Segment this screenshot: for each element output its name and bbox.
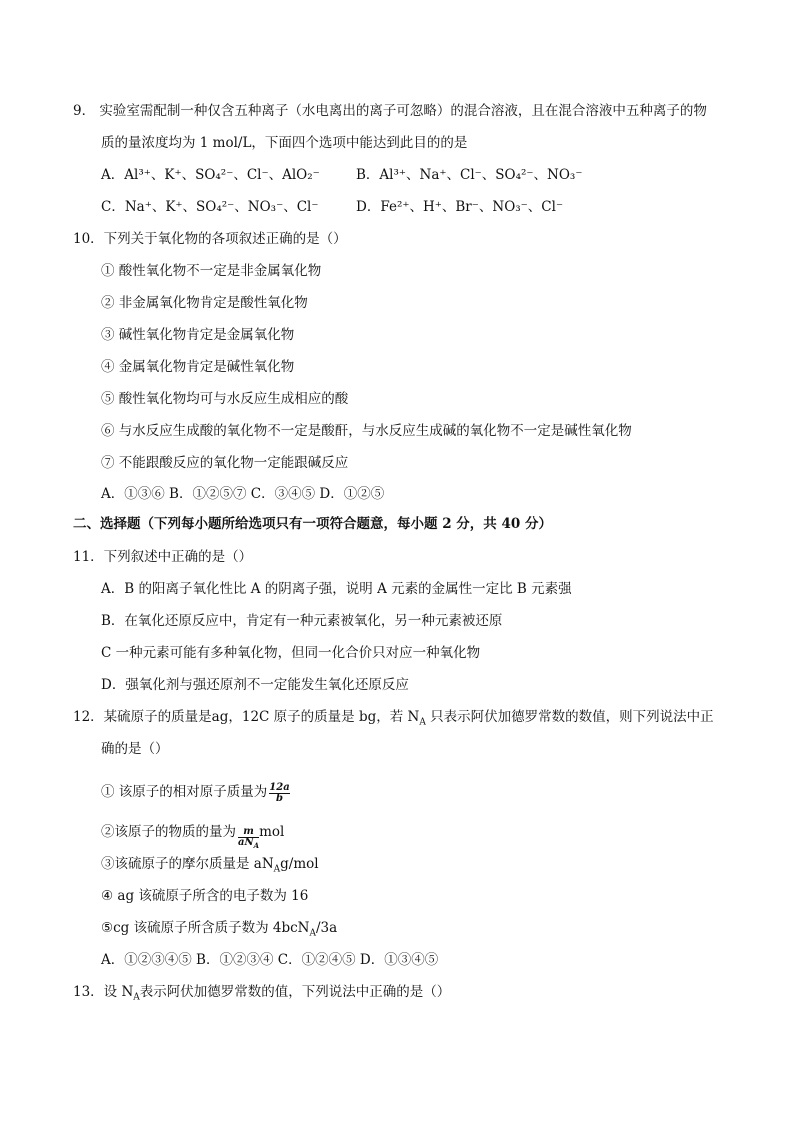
- q12-options: A．①②③④⑤ B．①②③④ C．①②④⑤ D．①③④⑤: [101, 952, 439, 968]
- q12-stem-tail: 只表示阿伏加德罗常数的数值，则下列说法中正: [425, 709, 714, 725]
- q9-option-c: C．Na⁺、K⁺、SO₄²⁻、NO₃⁻、Cl⁻: [101, 199, 319, 215]
- q12-item-1-text: ① 该原子的相对原子质量为: [101, 784, 268, 800]
- q10-options: A．①③⑥ B．①②⑤⑦ C．③④⑤ D．①②⑤: [101, 486, 385, 502]
- q12-item-3-text: ③该硫原子的摩尔质量是 aN: [101, 856, 274, 872]
- q10-item-6: ⑥ 与水反应生成酸的氧化物不一定是酸酐，与水反应生成碱的氧化物不一定是碱性氧化物: [101, 423, 632, 439]
- fraction-12a-over-b: [269, 783, 289, 804]
- q12-item-2-text: ②该原子的物质的量为: [101, 824, 236, 840]
- q12-item-3: [101, 854, 319, 880]
- q10-item-7: ⑦ 不能跟酸反应的氧化物一定能跟碱反应: [101, 455, 349, 471]
- q12-item-3-tail: g/mol: [280, 856, 319, 872]
- fraction-denominator: $aN_A$: [238, 837, 260, 850]
- q9-option-d: D．Fe²⁺、H⁺、Br⁻、NO₃⁻、Cl⁻: [356, 199, 564, 215]
- q10-item-1: ① 酸性氧化物不一定是非金属氧化物: [101, 263, 322, 279]
- q12-item-5-subscript: A: [309, 928, 316, 939]
- q11-option-d: D．强氧化剂与强还原剂不一定能发生氧化还原反应: [101, 677, 409, 693]
- q12-stem-subscript: A: [419, 717, 426, 728]
- q10-item-3: ③ 碱性氧化物肯定是金属氧化物: [101, 327, 295, 343]
- q10-item-4: ④ 金属氧化物肯定是碱性氧化物: [101, 359, 295, 375]
- fraction-denominator: b: [276, 793, 283, 804]
- q12-item-1: [101, 782, 290, 804]
- q13-stem-text: 13．设 N: [73, 984, 134, 1000]
- q12-item-5: [101, 918, 337, 944]
- fraction-m-over-aNA: [238, 827, 259, 851]
- q9-option-b: B．Al³⁺、Na⁺、Cl⁻、SO₄²⁻、NO₃⁻: [356, 167, 583, 183]
- q13-stem: [73, 982, 450, 1008]
- q10-stem: 10．下列关于氧化物的各项叙述正确的是（）: [73, 231, 347, 247]
- q12-stem-line1: [73, 707, 714, 733]
- fraction-numerator: m: [243, 826, 254, 837]
- q11-option-c: C 一种元素可能有多种氧化物，但同一化合价只对应一种氧化物: [101, 645, 481, 661]
- section-heading: 二、选择题（下列每小题所给选项只有一项符合题意，每小题 2 分，共 40 分）: [73, 516, 552, 532]
- q11-stem: 11．下列叙述中正确的是（）: [73, 549, 253, 565]
- q9-stem-line1: 9． 实验室需配制一种仅含五种离子（水电离出的离子可忽略）的混合溶液，且在混合溶液中五种离子的物: [73, 103, 707, 119]
- q11-option-b: B．在氧化还原反应中，肯定有一种元素被氧化，另一种元素被还原: [101, 613, 503, 629]
- fraction-numerator: 12a: [269, 782, 290, 793]
- q12-item-3-subscript: A: [273, 864, 281, 875]
- q13-stem-tail: 表示阿伏加德罗常数的值，下列说法中正确的是（）: [139, 984, 451, 1000]
- q12-item-5-tail: /3a: [316, 920, 338, 936]
- q12-item-4: ④ ag 该硫原子所含的电子数为 16: [101, 888, 309, 904]
- q9-stem-line2: 质的量浓度均为 1 mol/L，下面四个选项中能达到此目的的是: [101, 135, 468, 151]
- q12-item-2-unit: mol: [259, 824, 285, 840]
- q12-item-2: [101, 822, 284, 851]
- q12-stem-line2: 确的是（）: [101, 741, 169, 757]
- q10-item-2: ② 非金属氧化物肯定是酸性氧化物: [101, 295, 308, 311]
- q13-stem-subscript: A: [133, 992, 140, 1003]
- q12-stem-text: 12．某硫原子的质量是ag，12C 原子的质量是 bg，若 N: [73, 709, 420, 725]
- q10-item-5: ⑤ 酸性氧化物均可与水反应生成相应的酸: [101, 391, 349, 407]
- q12-item-5-text: ⑤cg 该硫原子所含质子数为 4bcN: [101, 920, 310, 936]
- q11-option-a: A．B 的阳离子氧化性比 A 的阴离子强，说明 A 元素的金属性一定比 B 元素强: [101, 581, 572, 597]
- q9-option-a: A．Al³⁺、K⁺、SO₄²⁻、Cl⁻、AlO₂⁻: [101, 167, 320, 183]
